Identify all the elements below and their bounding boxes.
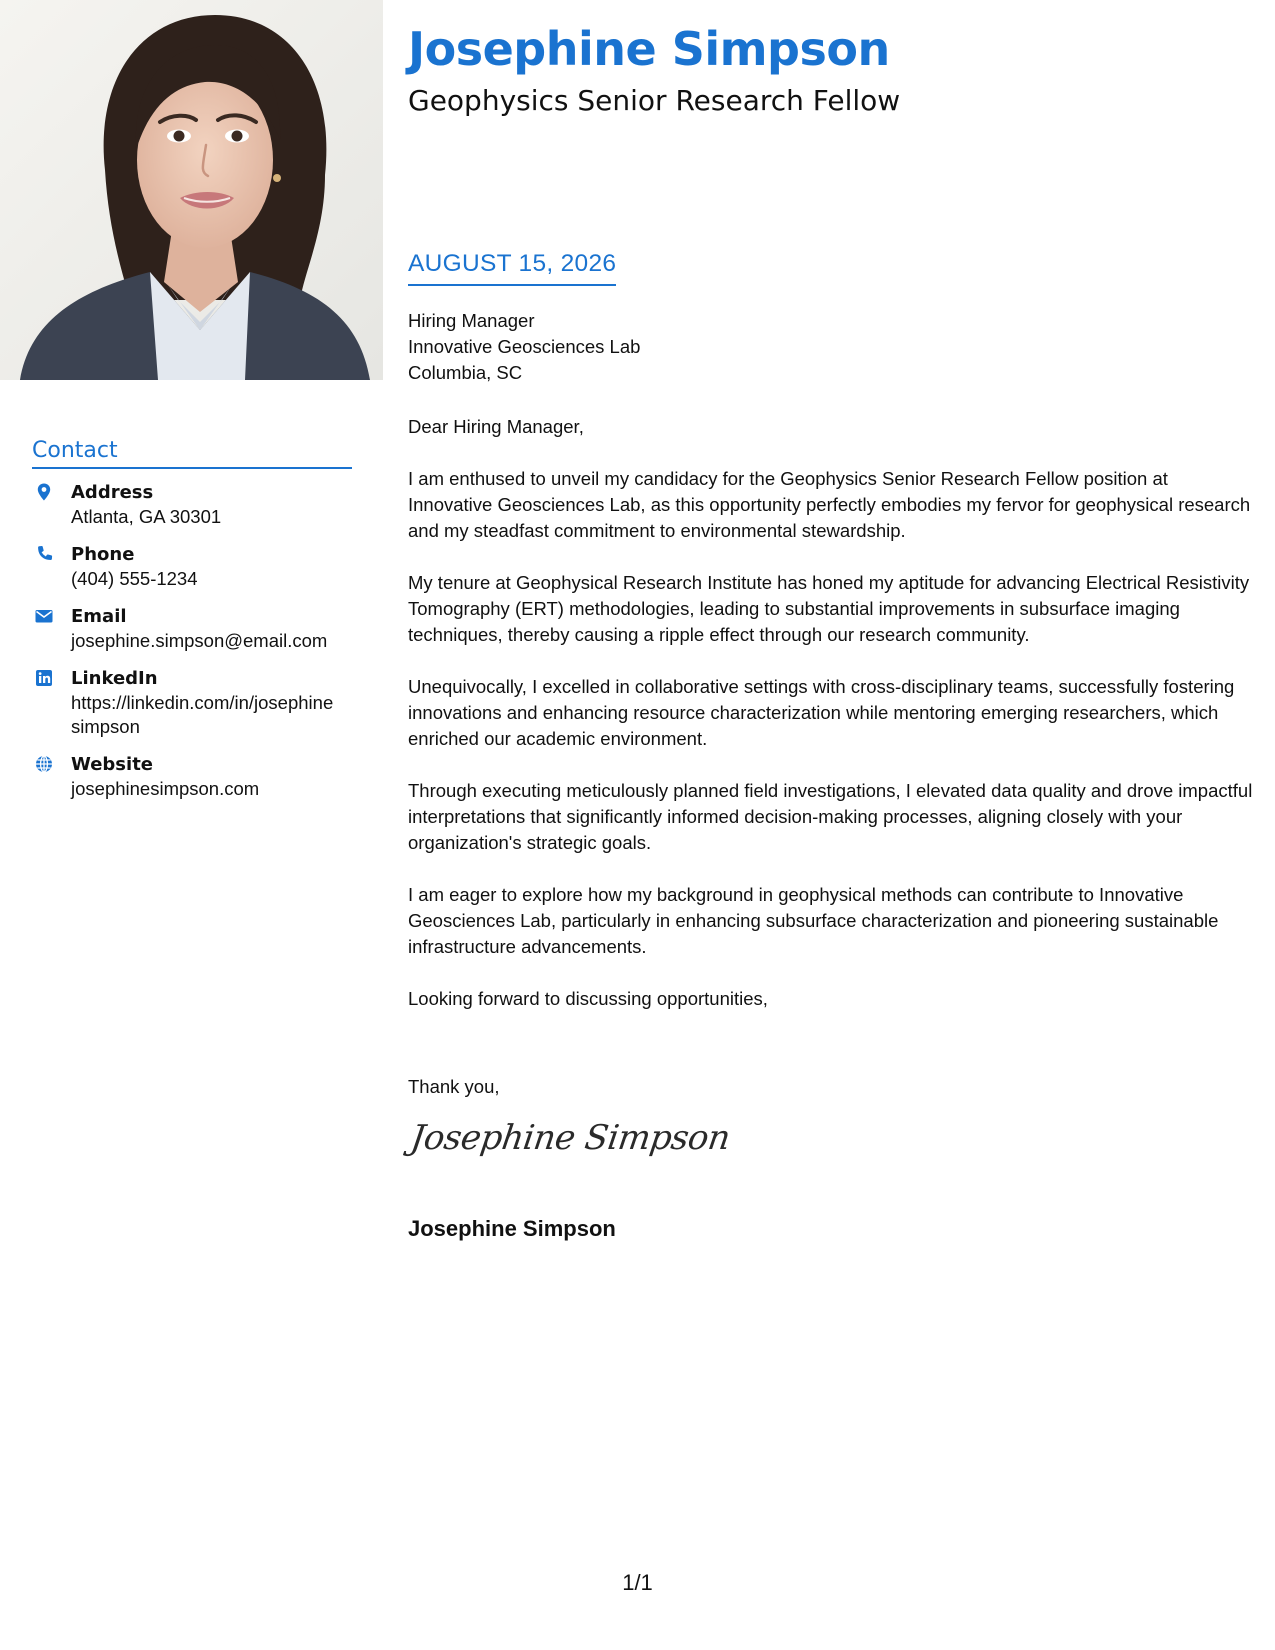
linkedin-icon	[34, 668, 54, 688]
letter-date: AUGUST 15, 2026	[408, 250, 616, 286]
recipient-line: Hiring Manager	[408, 310, 535, 331]
contact-value: Atlanta, GA 30301	[71, 506, 222, 527]
recipient-line: Innovative Geosciences Lab	[408, 336, 641, 357]
letter-paragraph: Unequivocally, I excelled in collaborative settings with cross-disciplinary teams, successfully fostering innovations and enhancing resource characterization while mentoring emerging researchers, which enriched our academic environment.	[408, 676, 1235, 749]
contact-label: LinkedIn	[71, 668, 158, 689]
recipient-block	[408, 308, 640, 386]
recipient-line: Columbia, SC	[408, 362, 523, 383]
contact-email	[32, 605, 352, 653]
letter-body	[408, 414, 1253, 1038]
letter-paragraph: I am enthused to unveil my candidacy for the Geophysics Senior Research Fellow position at Innovative Geosciences Lab, as this opportunity perfectly embodies my fervor for geophysical research and my steadfast commitment to environmental stewardship.	[408, 468, 1251, 541]
contact-label: Email	[71, 606, 127, 627]
candidate-name: Josephine Simpson	[408, 22, 890, 76]
contact-label: Website	[71, 754, 154, 775]
contact-list	[32, 481, 352, 801]
phone-icon	[34, 544, 54, 564]
handwritten-signature: Josephine Simpson	[408, 1118, 733, 1158]
contact-linkedin	[32, 667, 352, 739]
globe-icon	[34, 754, 54, 774]
email-icon	[34, 606, 54, 626]
contact-label: Address	[71, 482, 154, 503]
sign-off: Thank you,	[408, 1076, 500, 1097]
contact-heading: Contact	[32, 438, 352, 469]
profile-photo	[0, 0, 383, 380]
contact-value[interactable]: josephinesimpson.com	[71, 778, 260, 799]
location-pin-icon	[34, 482, 54, 502]
contact-value-continued[interactable]: simpson	[71, 716, 140, 737]
letter-paragraph: My tenure at Geophysical Research Institute has honed my aptitude for advancing Electrical Resistivity Tomography (ERT) methodologies, leading to substantial improvements in subsurface imaging techniques, thereby causing a ripple effect through our research community.	[408, 572, 1250, 645]
job-title: Geophysics Senior Research Fellow	[408, 84, 901, 117]
signer-name: Josephine Simpson	[408, 1216, 616, 1241]
contact-phone	[32, 543, 352, 591]
salutation: Dear Hiring Manager,	[408, 416, 584, 437]
closing-line: Looking forward to discussing opportunities,	[408, 988, 768, 1009]
letter-paragraph: I am eager to explore how my background in geophysical methods can contribute to Innovative Geosciences Lab, particularly in enhancing subsurface characterization and pioneering sustainable infrastructure advancements.	[408, 884, 1219, 957]
contact-website	[32, 753, 352, 801]
contact-value[interactable]: https://linkedin.com/in/josephine	[71, 692, 334, 713]
contact-label: Phone	[71, 544, 135, 565]
contact-value[interactable]: josephine.simpson@email.com	[71, 630, 328, 651]
page-number: 1/1	[622, 1570, 653, 1595]
letter-paragraph: Through executing meticulously planned field investigations, I elevated data quality and drove impactful interpretations that significantly informed decision-making processes, aligning closely with your organization's strategic goals.	[408, 780, 1253, 853]
contact-address	[32, 481, 352, 529]
contact-sidebar	[32, 438, 352, 815]
contact-value: (404) 555-1234	[71, 568, 198, 589]
